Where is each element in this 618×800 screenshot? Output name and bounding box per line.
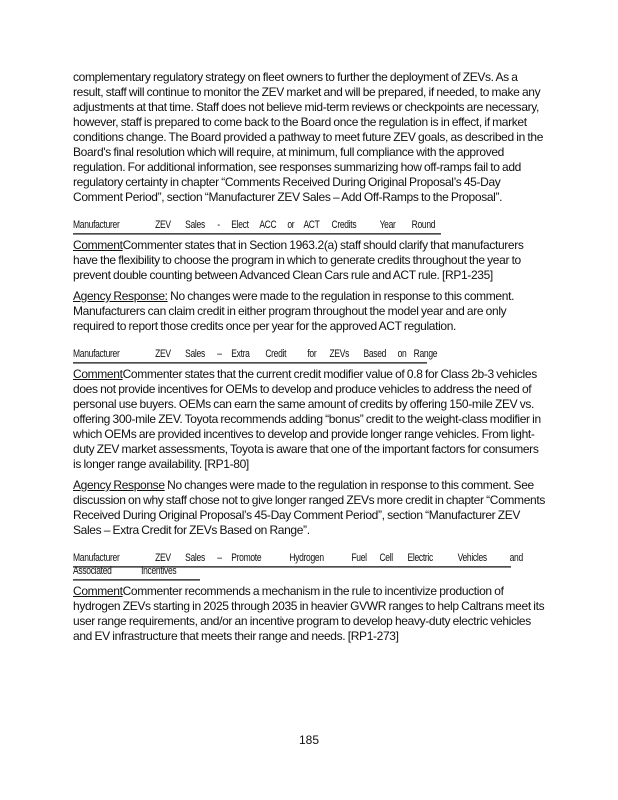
comment-text: Commenter states that the current credit modifier value of 0.8 for Class 2b-3 vehicles does not provide incentives for OEMs to develop and produce vehicles to address the need of personal use buyers. OEMs can earn the same amount of credits by offering 150-mile ZEV vs. offering 300-mile ZEV. Toyota recommends adding “bonus” credit to the weight-class modifier in which OEMs are provided incentives to develop and provide longer range vehicles. From light-duty ZEV market assessments, Toyota is aware that one of the important factors for consumers is longer range availability. [RP1-80] [73, 367, 541, 471]
comment-label: Comment [73, 367, 123, 381]
comment-paragraph [73, 367, 548, 472]
comment-paragraph [73, 238, 548, 283]
agency-response-text: No changes were made to the regulation in response to this comment. See discussion on why staff chose not to give longer ranged ZEVs more credit in chapter “Comments Received During Original Proposal’s 45-Day Comment Period”, section “Manufacturer ZEV Sales – Extra Credit for ZEVs Based on Range”. [73, 478, 545, 537]
comment-label: Comment [73, 584, 123, 598]
section-heading-hydrogen: Manufacturer ZEV Sales – Promote Hydrogen Fuel Cell Electric Vehicles and [73, 550, 511, 568]
agency-response-label: Agency Response [73, 478, 165, 492]
document-page [73, 70, 548, 650]
agency-response-label: Agency Response: [73, 289, 168, 303]
section-heading-hydrogen-line2: Associated Incentives [73, 563, 200, 581]
agency-response-paragraph [73, 289, 548, 334]
section-heading-extra-credit-range: Manufacturer ZEV Sales – Extra Credit for ZEVs Based on Range [73, 346, 427, 364]
section-heading-credits-year-round: Manufacturer ZEV Sales - Elect ACC or ACT Credits Year Round [73, 217, 441, 235]
agency-response-paragraph [73, 478, 548, 538]
intro-paragraph: complementary regulatory strategy on fleet owners to further the deployment of ZEVs. As a result, staff will continue to monitor the ZEV market and will be prepared, if needed, to make any adjustments at that time. Staff does not believe mid-term reviews or checkpoints are necessary, however, staff is prepared to come back to the Board once the regulation is in effect, if market conditions change. The Board provided a pathway to meet future ZEV goals, as described in the Board's final resolution which will require, at minimum, full compliance with the approved regulation. For additional information, see responses summarizing how off-ramps fail to add regulatory certainty in chapter “Comments Received During Original Proposal’s 45-Day Comment Period”, section “Manufacturer ZEV Sales – Add Off-Ramps to the Proposal”. [73, 70, 544, 204]
comment-paragraph [73, 584, 548, 644]
page-number: 185 [298, 733, 320, 747]
comment-text: Commenter states that in Section 1963.2(a) staff should clarify that manufacturers have the flexibility to choose the program in which to generate credits throughout the year to prevent double counting between Advanced Clean Cars rule and ACT rule. [RP1-235] [73, 238, 524, 282]
agency-response-text: No changes were made to the regulation in response to this comment. Manufacturers can claim credit in either program throughout the model year and are only required to report those credits once per year for the approved ACT regulation. [73, 289, 515, 333]
comment-text: Commenter recommends a mechanism in the rule to incentivize production of hydrogen ZEVs starting in 2025 through 2035 in heavier GVWR ranges to help Caltrans meet its user range requirements, and/or an incentive program to develop heavy-duty electric vehicles and EV infrastructure that meets their range and needs. [RP1-273] [73, 584, 545, 643]
comment-label: Comment [73, 238, 123, 252]
